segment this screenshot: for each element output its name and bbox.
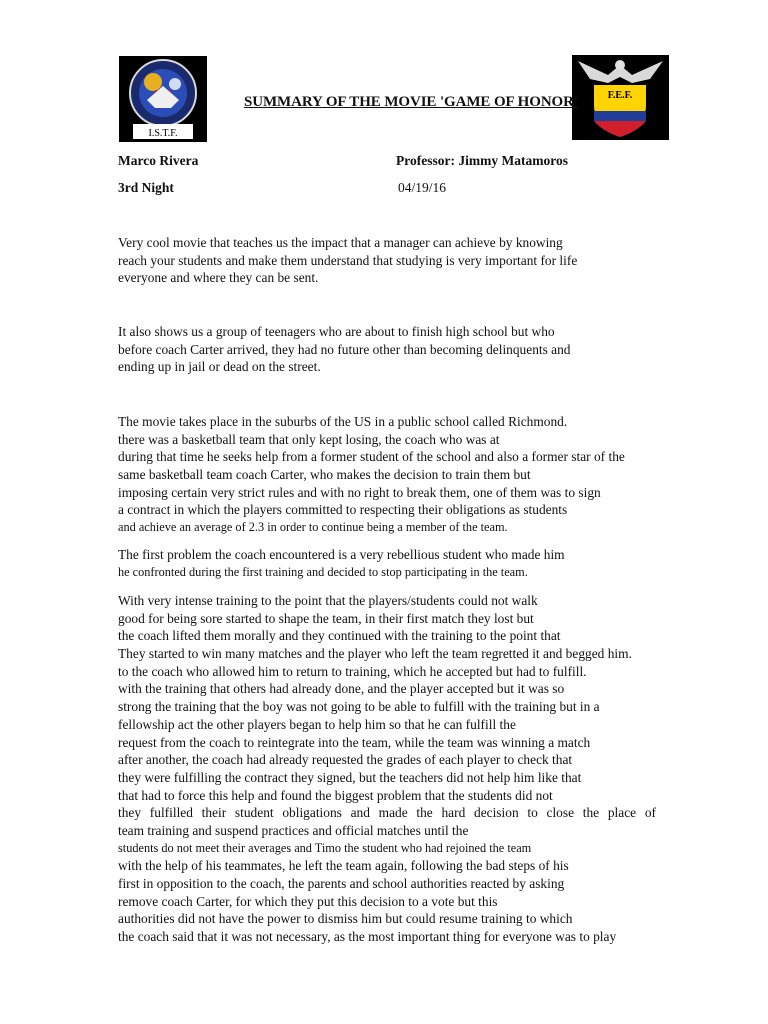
fef-logo (572, 55, 669, 140)
text-line: ending up in jail or dead on the street. (118, 359, 321, 375)
text-line: everyone and where they can be sent. (118, 270, 319, 286)
professor-name: Professor: Jimmy Matamoros (396, 153, 568, 168)
paragraph-first-problem (118, 546, 565, 581)
text-line: they were fulfilling the contract they signed, but the teachers did not help him like that (118, 769, 582, 785)
paragraph-training (118, 592, 656, 946)
text-line: they fulfilled their student obligations and made the hard decision to close the place of (118, 805, 656, 821)
text-line: to the coach who allowed him to return to training, which he accepted but had to fulfill. (118, 663, 587, 679)
text-line: They started to win many matches and the player who left the team regretted it and begged him. (118, 646, 632, 662)
paragraph-teenagers (118, 323, 571, 376)
text-line: before coach Carter arrived, they had no future other than becoming delinquents and (118, 341, 571, 357)
text-line: he confronted during the first training and decided to stop participating in the team. (118, 564, 528, 579)
document-title: SUMMARY OF THE MOVIE 'GAME OF HONOR' (244, 94, 578, 110)
text-line: the coach lifted them morally and they continued with the training to the point that (118, 628, 561, 644)
shift-label: 3rd Night (118, 180, 174, 195)
text-line: With very intense training to the point that the players/students could not walk (118, 593, 538, 608)
text-line: The movie takes place in the suburbs of the US in a public school called Richmond. (118, 414, 568, 429)
text-line: there was a basketball team that only kept losing, the coach who was at (118, 431, 500, 447)
text-line: fellowship act the other players began to help him so that he can fulfill the (118, 716, 516, 732)
text-line: remove coach Carter, for which they put this decision to a vote but this (118, 893, 498, 909)
student-name: Marco Rivera (118, 153, 199, 168)
text-line: strong the training that the boy was not going to be able to fulfill with the training but in a (118, 699, 600, 715)
text-line: students do not meet their averages and Timo the student who had rejoined the team (118, 840, 532, 855)
istf-logo-text: I.S.T.F. (148, 128, 178, 139)
istf-logo (119, 56, 207, 142)
text-line: first in opposition to the coach, the parents and school authorities reacted by asking (118, 876, 565, 891)
text-line: good for being sore started to shape the team, in their first match they lost but (118, 610, 534, 626)
text-line: authorities did not have the power to dismiss him but could resume training to which (118, 911, 573, 927)
text-line: Very cool movie that teaches us the impact that a manager can achieve by knowing (118, 235, 563, 250)
paragraph-setting (118, 413, 625, 537)
text-line: The first problem the coach encountered is a very rebellious student who made him (118, 547, 565, 562)
paragraph-intro (118, 234, 577, 287)
text-line: with the help of his teammates, he left the team again, following the bad steps of his (118, 858, 569, 874)
document-date: 04/19/16 (398, 180, 447, 195)
text-line: reach your students and make them understand that studying is very important for life (118, 252, 578, 268)
text-line: same basketball team coach Carter, who makes the decision to train them but (118, 467, 531, 483)
text-line: request from the coach to reintegrate into the team, while the team was winning a match (118, 734, 591, 750)
text-line: the coach said that it was not necessary, as the most important thing for everyone was to play (118, 929, 617, 945)
text-line: with the training that others had already done, and the player accepted but it was so (118, 681, 565, 697)
fef-logo-text: F.E.F. (607, 90, 633, 101)
text-line: It also shows us a group of teenagers who are about to finish high school but who (118, 324, 555, 339)
text-line: team training and suspend practices and official matches until the (118, 822, 469, 838)
text-line: during that time he seeks help from a former student of the school and also a former star of the (118, 449, 625, 465)
text-line: a contract in which the players committed to respecting their obligations as students (118, 502, 568, 518)
text-line: after another, the coach had already requested the grades of each player to check that (118, 752, 573, 768)
text-line: and achieve an average of 2.3 in order to continue being a member of the team. (118, 520, 508, 535)
text-line: imposing certain very strict rules and with no right to break them, one of them was to sign (118, 484, 601, 500)
text-line: that had to force this help and found the biggest problem that the students did not (118, 787, 553, 803)
